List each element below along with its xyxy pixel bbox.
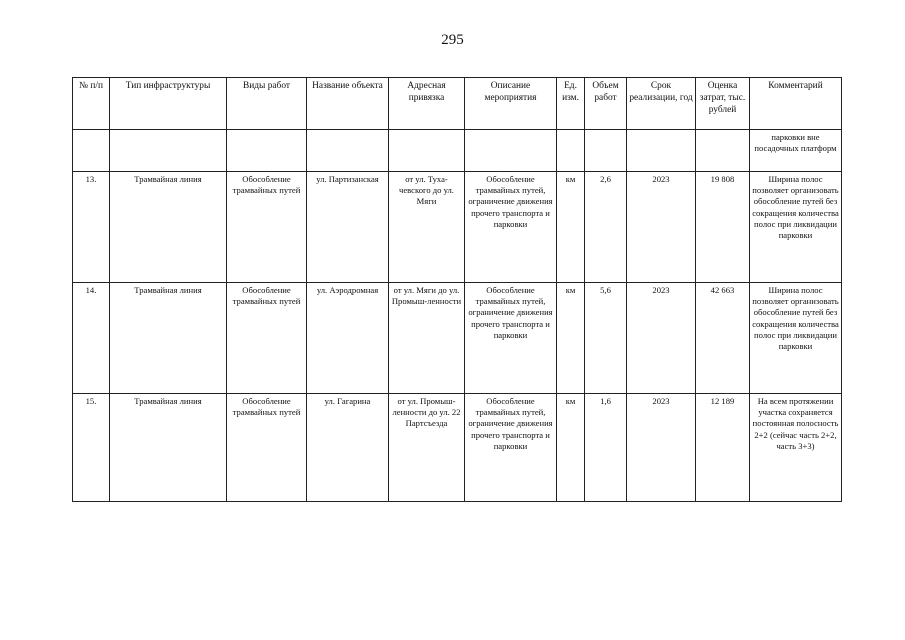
header-works: Виды работ (227, 78, 307, 130)
cell-comment: Ширина полос позволяет организовать обособление путей без сокращения количества полос при ликвидации парковки (750, 172, 842, 283)
cell-year: 2023 (627, 394, 696, 502)
table-cell (627, 130, 696, 172)
cell-comment: Ширина полос позволяет организовать обособление путей без сокращения количества полос при ликвидации парковки (750, 283, 842, 394)
cell-comment: На всем протяжении участка сохраняется постоянная полосность 2+2 (сейчас часть 2+2, часть 3+3) (750, 394, 842, 502)
cell-type: Трамвайная линия (110, 172, 227, 283)
table-header-row (73, 78, 842, 130)
cell-volume: 2,6 (585, 172, 627, 283)
cell-cost: 42 663 (696, 283, 750, 394)
table-cell (73, 130, 110, 172)
table-cell (227, 130, 307, 172)
cell-year: 2023 (627, 283, 696, 394)
cell-description: Обособление трамвайных путей, ограничение движения прочего транспорта и парковки (465, 283, 557, 394)
cell-address: от ул. Туха-чевского до ул. Мяги (389, 172, 465, 283)
cell-description: Обособление трамвайных путей, ограничение движения прочего транспорта и парковки (465, 172, 557, 283)
cell-address: от ул. Мяги до ул. Промыш-ленности (389, 283, 465, 394)
table-row (73, 172, 842, 283)
table-cell (307, 130, 389, 172)
cell-num: 14. (73, 283, 110, 394)
cell-unit: км (557, 394, 585, 502)
cell-unit: км (557, 283, 585, 394)
table-row (73, 283, 842, 394)
header-cost: Оценка затрат, тыс. рублей (696, 78, 750, 130)
table-cell (557, 130, 585, 172)
cell-type: Трамвайная линия (110, 283, 227, 394)
cell-object: ул. Аэродромная (307, 283, 389, 394)
header-year: Срок реализации, год (627, 78, 696, 130)
header-comment: Комментарий (750, 78, 842, 130)
cell-cost: 19 808 (696, 172, 750, 283)
cell-num: 13. (73, 172, 110, 283)
cell-cost: 12 189 (696, 394, 750, 502)
table-cell (465, 130, 557, 172)
infrastructure-table (72, 77, 842, 502)
cell-year: 2023 (627, 172, 696, 283)
cell-object: ул. Партизанская (307, 172, 389, 283)
cell-works: Обособление трамвайных путей (227, 394, 307, 502)
cell-works: Обособление трамвайных путей (227, 283, 307, 394)
cell-works: Обособление трамвайных путей (227, 172, 307, 283)
cell-volume: 5,6 (585, 283, 627, 394)
table-cell (389, 130, 465, 172)
header-unit: Ед. изм. (557, 78, 585, 130)
cell-type: Трамвайная линия (110, 394, 227, 502)
header-num: № п/п (73, 78, 110, 130)
cell-volume: 1,6 (585, 394, 627, 502)
table-row-continuation (73, 130, 842, 172)
cell-num: 15. (73, 394, 110, 502)
cell-object: ул. Гагарина (307, 394, 389, 502)
header-volume: Объем работ (585, 78, 627, 130)
header-type: Тип инфраструктуры (110, 78, 227, 130)
header-object: Название объекта (307, 78, 389, 130)
continuation-comment: парковки вне посадочных платформ (750, 130, 842, 172)
table-cell (696, 130, 750, 172)
page-number: 295 (441, 32, 464, 48)
cell-address: от ул. Промыш-ленности до ул. 22 Партсъезда (389, 394, 465, 502)
header-address: Адресная привязка (389, 78, 465, 130)
header-description: Описание мероприятия (465, 78, 557, 130)
cell-unit: км (557, 172, 585, 283)
table-cell (585, 130, 627, 172)
table-row (73, 394, 842, 502)
cell-description: Обособление трамвайных путей, ограничение движения прочего транспорта и парковки (465, 394, 557, 502)
table-cell (110, 130, 227, 172)
